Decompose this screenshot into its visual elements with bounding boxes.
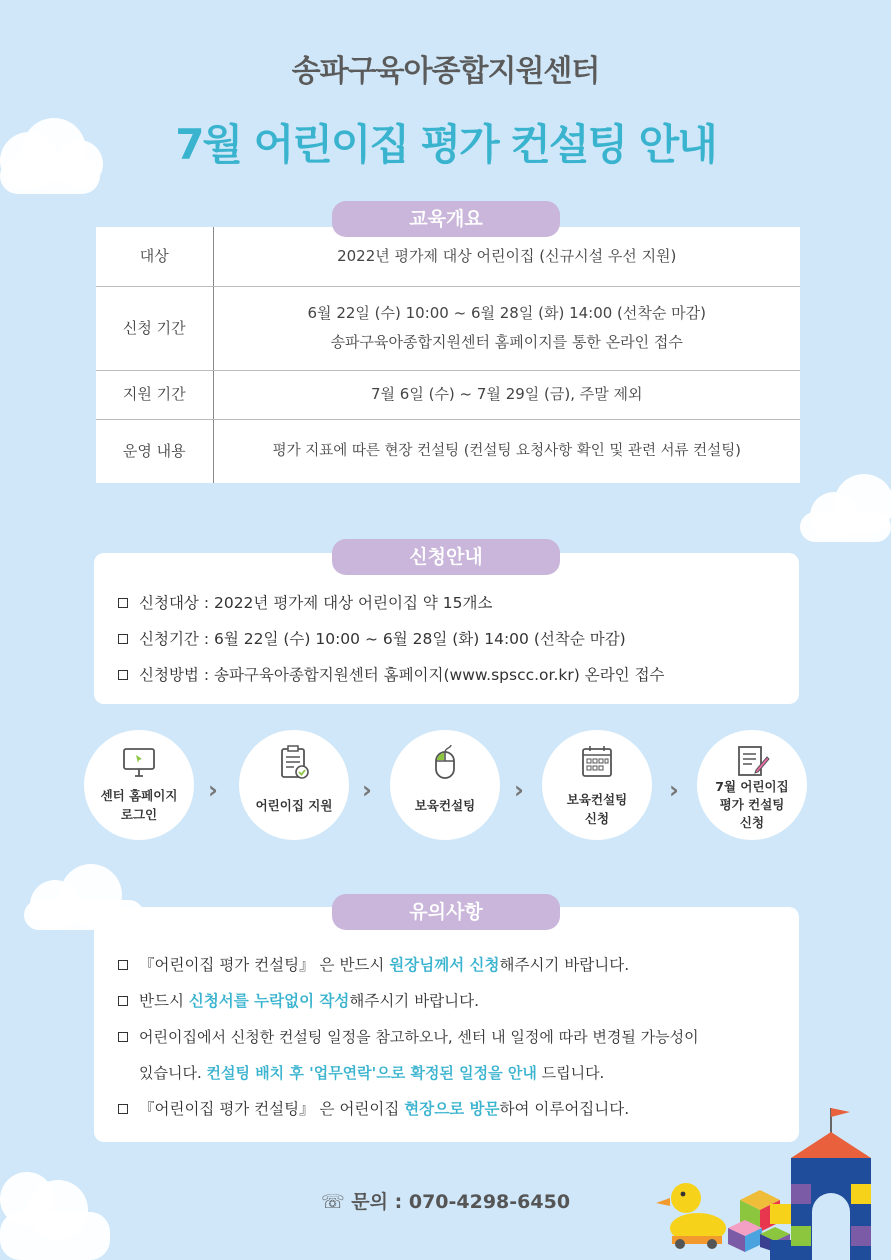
list-item — [94, 657, 799, 693]
clipboard-check-icon — [276, 744, 312, 780]
table-row — [96, 286, 800, 370]
step-label: 보육컨설팅 신청 — [566, 792, 628, 826]
section-heading-application: 신청안내 — [332, 539, 560, 575]
application-box — [94, 553, 799, 704]
table-row — [96, 419, 800, 483]
section-heading-overview: 교육개요 — [332, 201, 560, 237]
list-item — [94, 585, 799, 621]
toy-blocks-illustration — [650, 1100, 891, 1260]
step-3 — [390, 730, 500, 840]
chevron-right-icon: › — [362, 776, 372, 804]
square-bullet-icon — [118, 996, 128, 1006]
highlight-text: 컨설팅 배치 후 '업무연락'으로 확정된 일정을 안내 — [206, 1064, 537, 1082]
row-label: 신청 기간 — [96, 286, 213, 370]
highlight-text: 원장님께서 신청 — [389, 956, 500, 974]
row-value — [213, 286, 800, 370]
square-bullet-icon — [118, 598, 128, 608]
square-bullet-icon — [118, 1032, 128, 1042]
list-item: 어린이집에서 신청한 컨설팅 일정을 참고하오나, 센터 내 일정에 따라 변경될 가능성이 있습니다. 컨설팅 배치 후 '업무연락'으로 확정된 일정을 안내 드립니다. — [94, 1019, 799, 1091]
calendar-icon — [579, 744, 615, 780]
square-bullet-icon — [118, 634, 128, 644]
table-row — [96, 370, 800, 419]
list-item-text: 신청대상 : 2022년 평가제 대상 어린이집 약 15개소 — [139, 594, 493, 612]
duck-icon — [656, 1183, 726, 1249]
section-heading-notes: 유의사항 — [332, 894, 560, 930]
list-item: 반드시 신청서를 누락없이 작성해주시기 바랍니다. — [94, 983, 799, 1019]
list-item: 『어린이집 평가 컨설팅』 은 어린이집 현장으로 방문하여 이루어집니다. — [94, 1091, 799, 1127]
step-4 — [542, 730, 652, 840]
step-label: 보육컨설팅 — [414, 798, 476, 813]
list-item — [94, 621, 799, 657]
row-label: 지원 기간 — [96, 370, 213, 419]
row-value: 7월 6일 (수) ~ 7월 29일 (금), 주말 제외 — [213, 370, 800, 419]
row-label: 운영 내용 — [96, 419, 213, 483]
chevron-right-icon: › — [208, 776, 218, 804]
row-value: 2022년 평가제 대상 어린이집 (신규시설 우선 지원) — [213, 227, 800, 286]
mouse-icon — [427, 744, 463, 780]
chevron-right-icon: › — [669, 776, 679, 804]
document-pen-icon — [734, 744, 770, 780]
list-item-text: 신청기간 : 6월 22일 (수) 10:00 ~ 6월 28일 (화) 14:00 (선착순 마감) — [139, 630, 626, 648]
step-label: 어린이집 지원 — [255, 798, 333, 813]
square-bullet-icon — [118, 1104, 128, 1114]
square-bullet-icon — [118, 960, 128, 970]
chevron-right-icon: › — [514, 776, 524, 804]
row-value: 평가 지표에 따른 현장 컨설팅 (컨설팅 요청사항 확인 및 관련 서류 컨설팅) — [272, 442, 741, 459]
overview-table — [96, 227, 800, 483]
monitor-icon — [121, 744, 157, 780]
row-label: 대상 — [96, 227, 213, 286]
page-title: 7월 어린이집 평가 컨설팅 안내 — [175, 120, 716, 169]
highlight-text: 신청서를 누락없이 작성 — [188, 992, 350, 1010]
row-value-line: 송파구육아종합지원센터 홈페이지를 통한 온라인 접수 — [330, 333, 683, 351]
square-bullet-icon — [118, 670, 128, 680]
organization-title: 송파구육아종합지원센터 — [291, 54, 600, 89]
list-item-text: 신청방법 : 송파구육아종합지원센터 홈페이지(www.spscc.or.kr) 온라인 접수 — [139, 666, 665, 684]
row-value-line: 6월 22일 (수) 10:00 ~ 6월 28일 (화) 14:00 (선착순 마감) — [307, 304, 706, 322]
step-2 — [239, 730, 349, 840]
list-item: 『어린이집 평가 컨설팅』 은 반드시 원장님께서 신청해주시기 바랍니다. — [94, 947, 799, 983]
step-5 — [697, 730, 807, 840]
step-label: 7월 어린이집 평가 컨설팅 신청 — [715, 779, 789, 830]
contact-phone: ☏ 문의 : 070-4298-6450 — [320, 1191, 571, 1213]
highlight-text: 현장으로 방문 — [404, 1100, 500, 1118]
step-1 — [84, 730, 194, 840]
step-label: 센터 홈페이지 로그인 — [100, 788, 178, 822]
